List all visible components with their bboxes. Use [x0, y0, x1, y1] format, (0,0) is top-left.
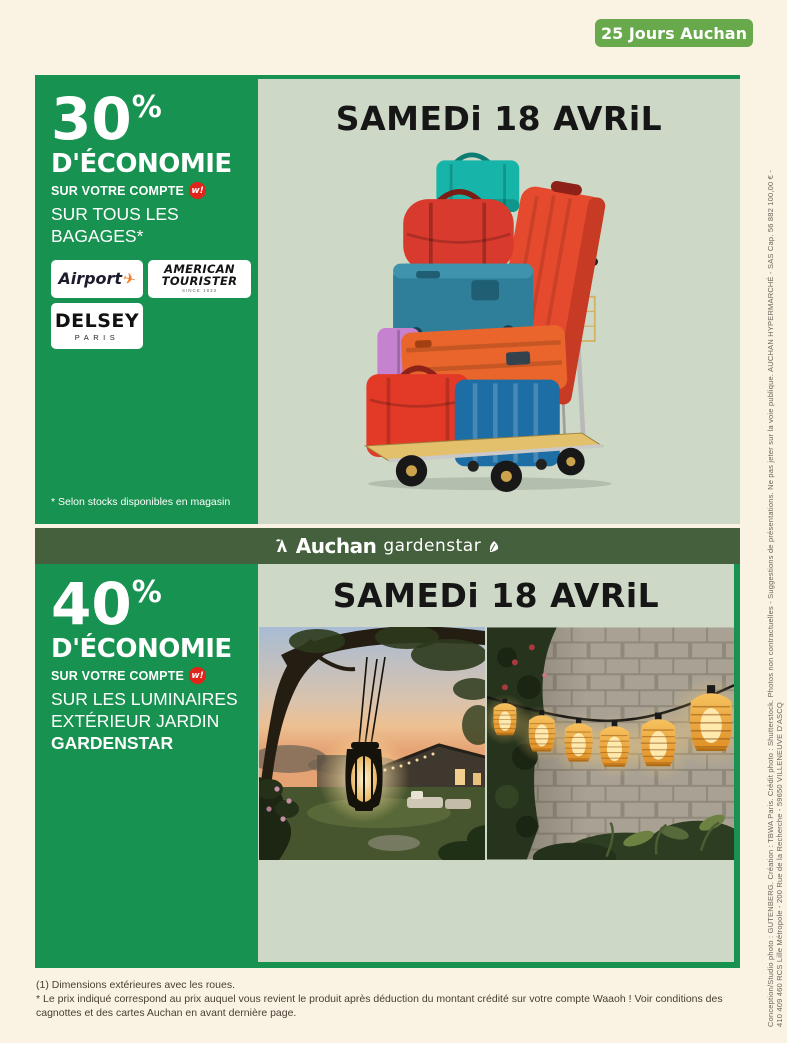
- garden-offer-body: [35, 564, 740, 968]
- luggage-offer-text-panel: [35, 79, 258, 524]
- garden-scope-line3: GARDENSTAR: [51, 732, 174, 753]
- airport-logo: [51, 260, 143, 298]
- event-badge: [595, 19, 753, 47]
- american-tourister-logo: [148, 260, 251, 298]
- luggage-date-title: SAMEDi 18 AVRiL: [335, 99, 663, 138]
- footer-notes: [36, 978, 736, 1020]
- luggage-cart-illustration: [339, 142, 659, 492]
- footer-note-dimensions: (1) Dimensions extérieures avec les roues.: [36, 979, 235, 991]
- garden-discount-percent: %: [131, 575, 162, 610]
- gardenstar-header-range: gardenstar: [383, 536, 482, 556]
- garden-scope-line1: SUR LES LUMINAIRES: [51, 689, 238, 710]
- luggage-account-label: SUR VOTRE COMPTE: [51, 183, 185, 198]
- event-badge-label: 25 Jours Auchan: [601, 23, 747, 43]
- garden-date-title: SAMEDi 18 AVRiL: [332, 576, 660, 615]
- american-tourister-line2: TOURISTER: [161, 273, 238, 288]
- garden-account-label: SUR VOTRE COMPTE: [51, 668, 185, 683]
- gardenstar-header-band: [35, 528, 740, 564]
- luggage-offer-block: [35, 75, 740, 524]
- luggage-discount-value: 30: [51, 85, 132, 153]
- garden-offer-text-panel: [35, 564, 258, 968]
- garden-discount: [51, 570, 248, 638]
- leaf-icon: [488, 539, 500, 553]
- luggage-scope: SUR TOUS LES BAGAGES*: [51, 204, 179, 247]
- garden-offer-block: [35, 528, 740, 968]
- american-tourister-line1: AMERICAN: [164, 262, 235, 277]
- garden-discount-value: 40: [51, 570, 132, 638]
- garden-scope-line2: EXTÉRIEUR JARDIN: [51, 711, 220, 732]
- gardenstar-header-brand: Auchan: [295, 534, 377, 558]
- waaoh-icon: w!: [189, 667, 206, 684]
- luggage-discount: [51, 85, 248, 153]
- delsey-logo: [51, 303, 143, 349]
- brand-logos: [51, 260, 251, 349]
- stock-footnote: * Selon stocks disponibles en magasin: [51, 496, 231, 508]
- legal-credits-text: Conception/Studio photo : GUTENBERG. Création : TBWA Paris. Crédit photo : Shutterstock. Photos non contractuelles - Suggestions de présentations. Ne pas jeter sur la voie publique. AUCHAN HYPERMARCHÉ - SAS Cap. 56 882 100,00 € - 410 409 460 RCS Lille Métropole - 200 Rue de la Recherche - 59650 VILLENEUVE D'ASCQ: [766, 169, 784, 1027]
- garden-photos: [255, 627, 738, 860]
- garden-account-line: [51, 667, 248, 684]
- hanging-lantern-photo: [259, 627, 485, 860]
- airplane-icon: ✈: [121, 269, 138, 290]
- luggage-discount-percent: %: [131, 90, 162, 125]
- airport-logo-label: Airport: [58, 268, 123, 288]
- luggage-discount-label: D'ÉCONOMIE: [51, 149, 232, 180]
- garden-discount-label: D'ÉCONOMIE: [51, 634, 232, 665]
- luggage-account-line: [51, 182, 248, 199]
- auchan-bird-icon: [275, 538, 289, 554]
- luggage-visual-panel: [258, 79, 740, 524]
- footer-note-price: * Le prix indiqué correspond au prix auquel vous revient le produit après déduction du montant crédité sur votre compte Waaoh ! Voir conditions des cagnottes et des cartes Auchan en avant dernière page.: [36, 993, 723, 1019]
- garden-scope: [51, 689, 248, 755]
- waaoh-icon: w!: [189, 182, 206, 199]
- american-tourister-tagline: SINCE 1933: [181, 288, 217, 294]
- delsey-logo-label: DELSEY: [54, 309, 140, 332]
- string-lights-photo: [487, 627, 734, 860]
- legal-credits-vertical: [766, 167, 784, 1027]
- garden-visual-panel: [258, 564, 734, 962]
- delsey-logo-city: PARIS: [74, 332, 120, 342]
